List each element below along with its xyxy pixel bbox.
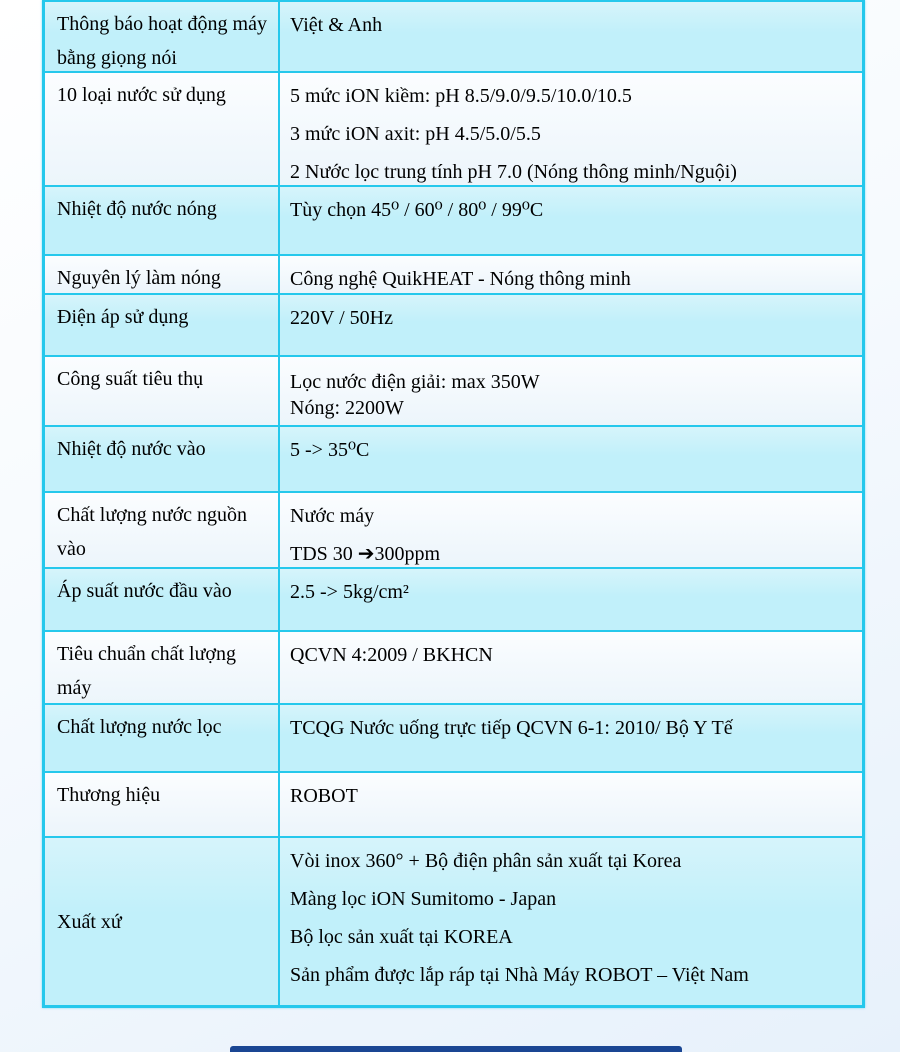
spec-label-cell: Nhiệt độ nước vào <box>45 427 280 491</box>
spec-value-cell <box>280 705 862 771</box>
spec-value-line: 2 Nước lọc trung tính pH 7.0 (Nóng thông minh/Nguội) <box>290 161 737 183</box>
table-row <box>45 187 862 256</box>
spec-value-line: Việt & Anh <box>290 14 383 36</box>
spec-label-cell: Công suất tiêu thụ <box>45 357 280 425</box>
spec-value-line: Công nghệ QuikHEAT - Nóng thông minh <box>290 268 631 290</box>
spec-label-cell: Thương hiệu <box>45 773 280 836</box>
table-row <box>45 493 862 569</box>
spec-value-line: TDS 30 ➔300ppm <box>290 543 441 565</box>
table-row <box>45 569 862 632</box>
spec-value-line: QCVN 4:2009 / BKHCN <box>290 644 493 666</box>
table-row <box>45 2 862 73</box>
spec-value-line: 5 -> 35⁰C <box>290 439 370 461</box>
spec-value-line: ROBOT <box>290 785 358 807</box>
spec-value-line: Tùy chọn 45⁰ / 60⁰ / 80⁰ / 99⁰C <box>290 199 544 221</box>
spec-value-line: 5 mức iON kiềm: pH 8.5/9.0/9.5/10.0/10.5 <box>290 85 632 107</box>
table-row <box>45 256 862 295</box>
spec-value-cell <box>280 493 862 567</box>
table-row <box>45 427 862 493</box>
spec-value-line: Bộ lọc sản xuất tại KOREA <box>290 926 513 948</box>
spec-label-cell: Tiêu chuẩn chất lượng máy <box>45 632 280 703</box>
spec-value-line: Sản phẩm được lắp ráp tại Nhà Máy ROBOT – Việt Nam <box>290 964 749 986</box>
spec-value-cell <box>280 569 862 630</box>
table-row <box>45 838 862 1005</box>
spec-value-cell <box>280 295 862 355</box>
spec-label-cell: Nguyên lý làm nóng <box>45 256 280 293</box>
spec-label-cell: Thông báo hoạt động máy bằng giọng nói <box>45 2 280 71</box>
table-row <box>45 357 862 427</box>
spec-value-cell <box>280 838 862 1005</box>
spec-value-line: Nước máy <box>290 505 375 527</box>
spec-value-cell <box>280 427 862 491</box>
spec-value-line: Lọc nước điện giải: max 350W <box>290 371 540 393</box>
spec-value-cell <box>280 632 862 703</box>
spec-label-cell: Điện áp sử dụng <box>45 295 280 355</box>
spec-label-cell: Chất lượng nước nguồn vào <box>45 493 280 567</box>
spec-value-cell <box>280 187 862 254</box>
spec-value-cell <box>280 357 862 425</box>
table-row <box>45 73 862 187</box>
spec-value-cell <box>280 2 862 71</box>
spec-label-cell: Xuất xứ <box>45 838 280 1005</box>
table-row <box>45 773 862 838</box>
spec-value-line: Nóng: 2200W <box>290 397 404 419</box>
spec-value-cell <box>280 773 862 836</box>
spec-value-line: 3 mức iON axit: pH 4.5/5.0/5.5 <box>290 123 541 145</box>
spec-value-line: TCQG Nước uống trực tiếp QCVN 6-1: 2010/ Bộ Y Tế <box>290 717 733 739</box>
spec-table <box>42 0 865 1008</box>
spec-label-cell: Chất lượng nước lọc <box>45 705 280 771</box>
spec-value-line: 2.5 -> 5kg/cm² <box>290 581 409 603</box>
footer-accent-bar <box>230 1046 682 1052</box>
spec-value-line: Vòi inox 360° + Bộ điện phân sản xuất tại Korea <box>290 850 682 872</box>
spec-label-cell: Áp suất nước đầu vào <box>45 569 280 630</box>
spec-value-cell <box>280 256 862 293</box>
spec-value-line: 220V / 50Hz <box>290 307 393 329</box>
table-row <box>45 632 862 705</box>
spec-value-line: Màng lọc iON Sumitomo - Japan <box>290 888 557 910</box>
spec-label-cell: 10 loại nước sử dụng <box>45 73 280 185</box>
spec-label-cell: Nhiệt độ nước nóng <box>45 187 280 254</box>
table-row <box>45 295 862 357</box>
table-row <box>45 705 862 773</box>
spec-value-cell <box>280 73 862 185</box>
